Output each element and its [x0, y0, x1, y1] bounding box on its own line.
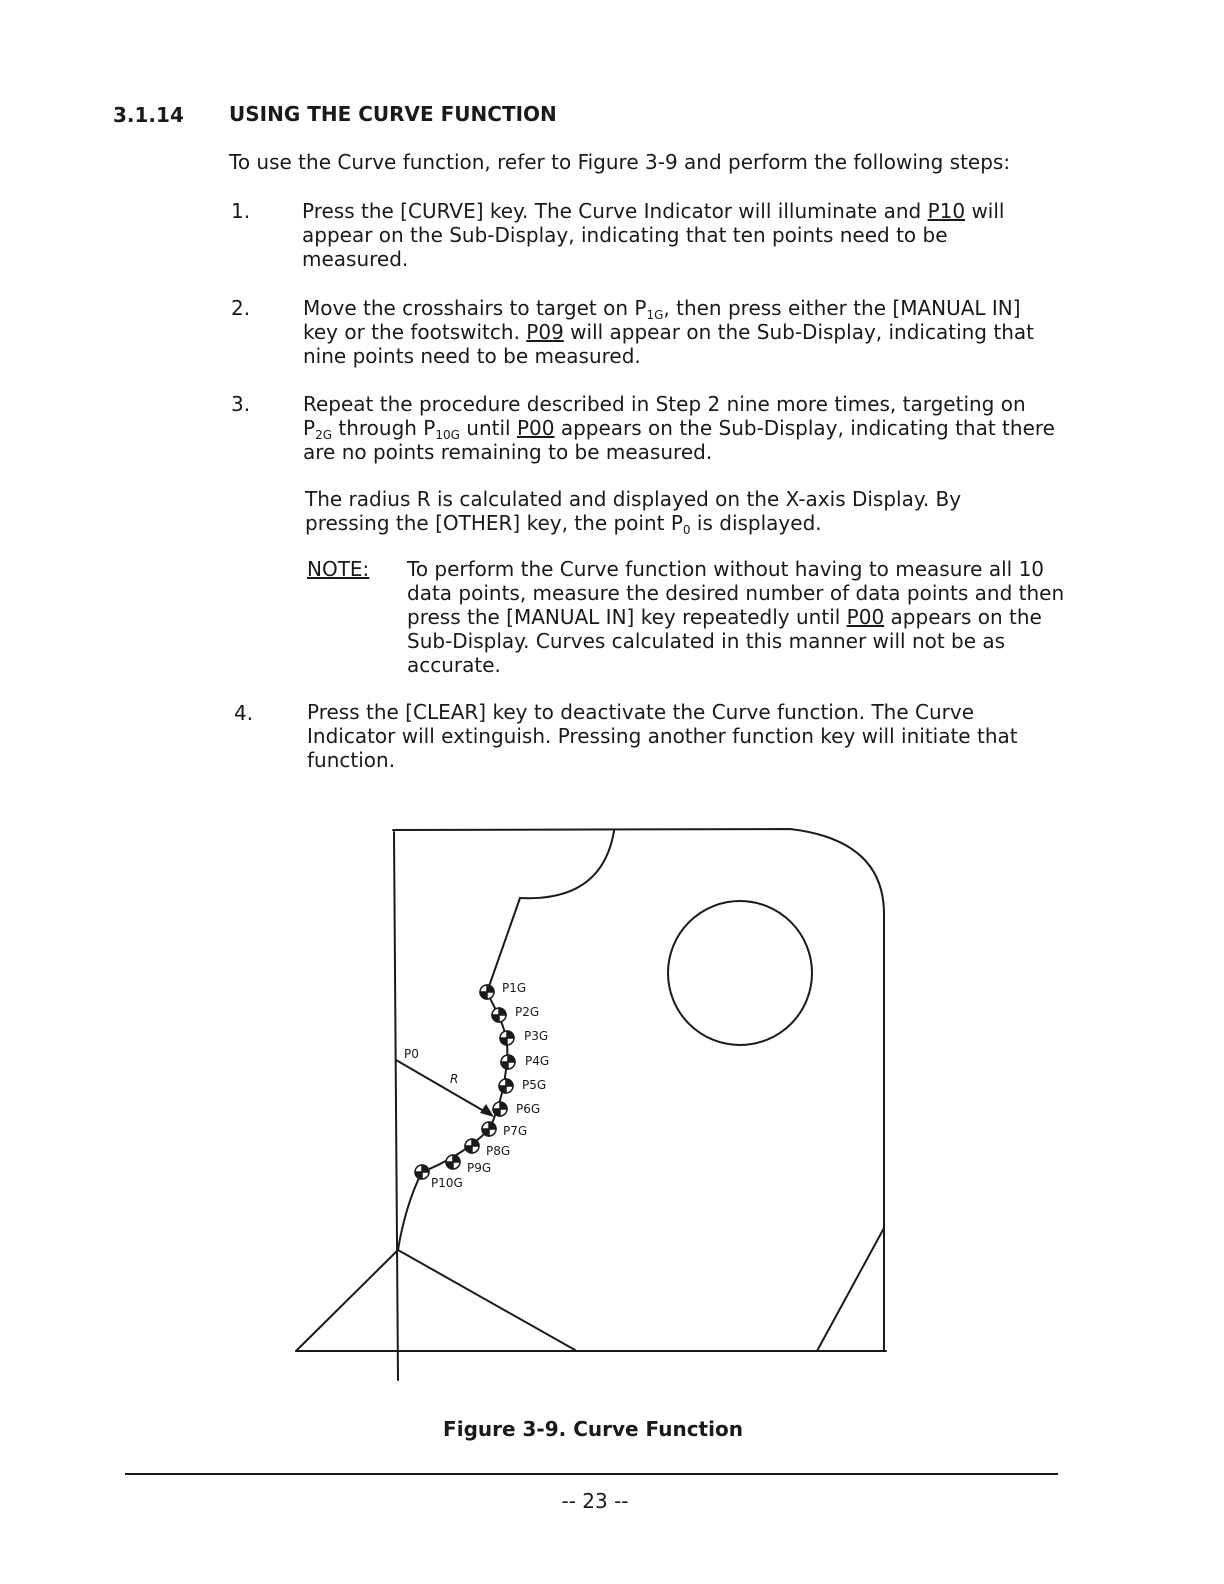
label-p7g: P7G — [503, 1124, 528, 1138]
target-marker-1 — [480, 985, 494, 999]
page-number: -- 23 -- — [561, 1489, 629, 1513]
radius-arrow — [396, 1060, 489, 1114]
note-text: To perform the Curve function without having to measure all 10 data points, measure the desired number of data points and then press the [MANUAL IN] key repeatedly until P00 appears on the Sub-Display. Curves calculated in this manner will not be as accurate. — [407, 557, 1065, 677]
intro-paragraph: To use the Curve function, refer to Figure 3-9 and perform the following steps: — [229, 150, 1011, 174]
label-p1g: P1G — [502, 981, 527, 995]
part-outline — [393, 829, 884, 1350]
label-p9g: P9G — [467, 1161, 492, 1175]
radius-arrow-head — [480, 1104, 494, 1117]
label-p0: P0 — [404, 1047, 419, 1061]
right-diagonal-edge — [817, 1228, 884, 1351]
footer-rule — [125, 1473, 1058, 1475]
lower-triangle — [296, 1250, 575, 1351]
step-1-number: 1. — [231, 199, 251, 223]
target-marker-7 — [482, 1122, 496, 1136]
section-number: 3.1.14 — [113, 103, 184, 127]
step-1-text: Press the [CURVE] key. The Curve Indicator will illuminate and P10 will appear on the Sub-Display, indicating that ten points need to be measured. — [302, 199, 1005, 271]
section-title: USING THE CURVE FUNCTION — [229, 102, 557, 126]
target-marker-3 — [500, 1031, 514, 1045]
label-p3g: P3G — [524, 1029, 549, 1043]
label-p10g: P10G — [431, 1176, 463, 1190]
target-marker-10 — [415, 1165, 429, 1179]
display-code-p09: P09 — [526, 320, 564, 344]
target-marker-5 — [499, 1079, 513, 1093]
step-4-text: Press the [CLEAR] key to deactivate the Curve function. The Curve Indicator will extinguish. Pressing another function key will initiate that function. — [307, 700, 1018, 772]
label-p6g: P6G — [516, 1102, 541, 1116]
label-p2g: P2G — [515, 1005, 540, 1019]
target-marker-6 — [493, 1102, 507, 1116]
note-label: NOTE: — [307, 557, 370, 581]
step-3-text: Repeat the procedure described in Step 2 nine more times, targeting on $P_{2G}$ through $P_{10G}$ until P00 appears on the Sub-Display, indicating that there are no points remaining to be measured. — [303, 392, 1055, 464]
step-4-number: 4. — [234, 701, 254, 725]
step-2-number: 2. — [231, 296, 251, 320]
figure-caption: Figure 3-9. Curve Function — [443, 1417, 743, 1441]
radius-paragraph: The radius R is calculated and displayed on the X-axis Display. By pressing the [OTHER] key, the point $P_0$ is displayed. — [305, 487, 962, 537]
note-code-p00: P00 — [846, 605, 885, 629]
target-marker-2 — [492, 1008, 506, 1022]
display-code-p00: P00 — [516, 416, 555, 440]
label-p5g: P5G — [522, 1078, 547, 1092]
target-marker-9 — [446, 1155, 460, 1169]
notch-arc — [520, 831, 614, 898]
hole-circle — [668, 901, 812, 1045]
reference-axis-line — [394, 832, 398, 1380]
display-code-p10: P10 — [927, 199, 966, 223]
measured-curve — [398, 992, 507, 1250]
target-marker-4 — [501, 1055, 515, 1069]
label-p4g: P4G — [525, 1054, 550, 1068]
step-3-number: 3. — [231, 392, 251, 416]
label-r: R — [450, 1072, 459, 1086]
label-p8g: P8G — [486, 1144, 511, 1158]
target-marker-8 — [465, 1139, 479, 1153]
part-edge — [487, 898, 520, 992]
step-2-text: Move the crosshairs to target on $P_{1G}$, then press either the [MANUAL IN] key or the footswitch. P09 will appear on the Sub-Display, indicating that nine points need to be measured. — [303, 296, 1034, 368]
